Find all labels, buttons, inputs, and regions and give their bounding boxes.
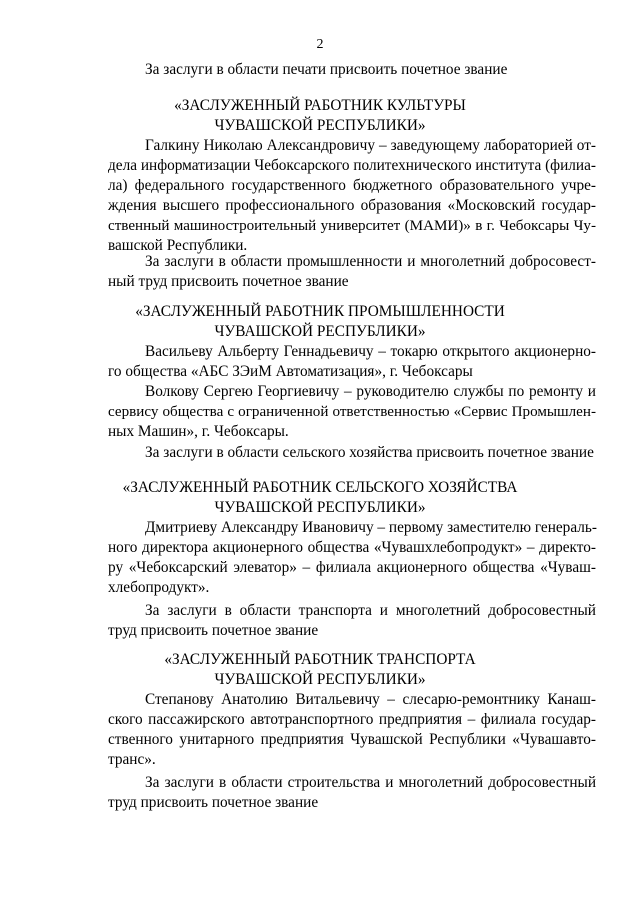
text-line: Галкину Николаю Александровичу – заведующему лабораторией от- [145,137,596,154]
award-heading: ЧУВАШСКОЙ РЕСПУБЛИКИ» [214,671,426,688]
text-line: За заслуги в области строительства и многолетний добросовестный [145,774,596,791]
text-line: транс». [108,751,156,768]
text-line: ла) федерального государственного бюджетного образовательного учре- [108,177,596,194]
text-line: ского пассажирского автотранспортного предприятия – филиала государ- [108,711,596,728]
text-line: ный труд присвоить почетное звание [108,273,349,290]
text-line: ждения высшего профессионального образования «Московский государ- [108,197,596,214]
text-line: ного директора акционерного общества «Чувашхлебопродукт» – директо- [108,539,596,556]
text-line: ственный машиностроительный университет (МАМИ)» в г. Чебоксары Чу- [108,218,596,234]
text-line: Дмитриеву Александру Ивановичу – первому заместителю генераль- [145,519,597,536]
award-heading: «ЗАСЛУЖЕННЫЙ РАБОТНИК ТРАНСПОРТА [164,651,476,668]
award-heading: ЧУВАШСКОЙ РЕСПУБЛИКИ» [214,323,426,340]
text-line: За заслуги в области транспорта и многолетний добросовестный [145,602,596,619]
text-line: ру «Чебоксарский элеватор» – филиала акционерного общества «Чуваш- [108,559,596,576]
text-line: За заслуги в области сельского хозяйства присвоить почетное звание [145,444,594,461]
text-line: Степанову Анатолию Витальевичу – слесарю-ремонтнику Канаш- [145,691,596,708]
text-line: труд присвоить почетное звание [108,794,319,811]
award-heading: «ЗАСЛУЖЕННЫЙ РАБОТНИК СЕЛЬСКОГО ХОЗЯЙСТВА [122,479,518,496]
text-line: Васильеву Альберту Геннадьевичу – токарю открытого акционерно- [145,343,596,360]
text-line: дела информатизации Чебоксарского политехнического института (филиа- [108,157,596,174]
award-heading: ЧУВАШСКОЙ РЕСПУБЛИКИ» [214,499,426,516]
text-line: го общества «АБС ЗЭиМ Автоматизация», г. Чебоксары [108,363,473,380]
text-line: сервису общества с ограниченной ответственностью «Сервис Промышлен- [108,404,596,420]
text-line: хлебопродукт». [108,579,210,596]
text-line: ных Машин», г. Чебоксары. [108,423,289,440]
text-line: вашской Республики. [108,237,248,254]
award-heading: «ЗАСЛУЖЕННЫЙ РАБОТНИК КУЛЬТУРЫ [174,97,466,114]
award-heading: «ЗАСЛУЖЕННЫЙ РАБОТНИК ПРОМЫШЛЕННОСТИ [135,303,505,320]
text-line: За заслуги в области печати присвоить почетное звание [145,61,508,78]
text-line: труд присвоить почетное звание [108,622,319,639]
page-number: 2 [316,37,324,52]
text-line: ственного унитарного предприятия Чувашской Республики «Чувашавто- [108,731,596,748]
text-line: Волкову Сергею Георгиевичу – руководителю службы по ремонту и [145,383,596,400]
text-line: За заслуги в области промышленности и многолетний добросовест- [145,253,596,270]
award-heading: ЧУВАШСКОЙ РЕСПУБЛИКИ» [214,117,426,134]
